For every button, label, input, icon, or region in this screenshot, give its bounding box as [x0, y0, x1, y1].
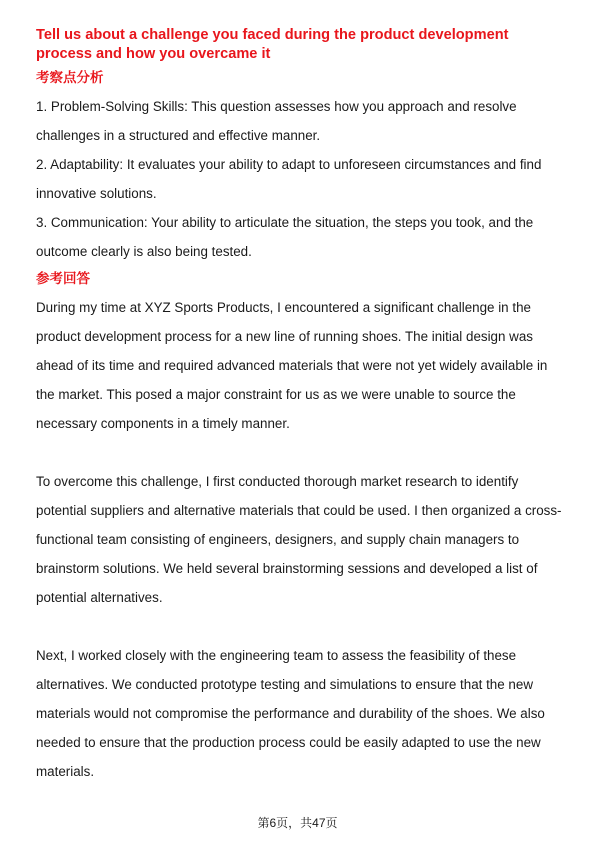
page-number: 第6页，共47页 — [257, 816, 338, 830]
answer-paragraph: To overcome this challenge, I first conducted thorough market research to identify potential suppliers and alternative materials that could be used. I then organized a cross-functional team consisting of engineers, designers, and supply chain managers to brainstorm solutions. We held several brainstorming sessions and developed a list of potential alternatives. — [36, 474, 562, 605]
analysis-item: 1. Problem-Solving Skills: This question assesses how you approach and resolve challenges in a structured and effective manner. — [36, 99, 517, 143]
answer-paragraph: During my time at XYZ Sports Products, I encountered a significant challenge in the product development process for a new line of running shoes. The initial design was ahead of its time and required advanced materials that were not yet widely available in the market. This posed a major constraint for us as we were unable to source the necessary components in a timely manner. — [36, 300, 548, 431]
analysis-list — [36, 92, 564, 266]
answer-heading: 参考回答 — [36, 271, 90, 286]
answer-paragraph: Next, I worked closely with the engineering team to assess the feasibility of these alternatives. We conducted prototype testing and simulations to ensure that the new materials would not compromise the performance and durability of the shoes. We also needed to ensure that the production process could be easily adapted to use the new materials. — [36, 648, 545, 779]
document-page — [36, 26, 564, 786]
analysis-item: 3. Communication: Your ability to articulate the situation, the steps you took, and the outcome clearly is also being tested. — [36, 215, 534, 259]
answer-body — [36, 293, 564, 786]
analysis-item: 2. Adaptability: It evaluates your ability to adapt to unforeseen circumstances and find innovative solutions. — [36, 157, 542, 201]
analysis-heading: 考察点分析 — [36, 70, 104, 85]
question-title: Tell us about a challenge you faced during the product development process and how you overcame it — [36, 27, 509, 62]
